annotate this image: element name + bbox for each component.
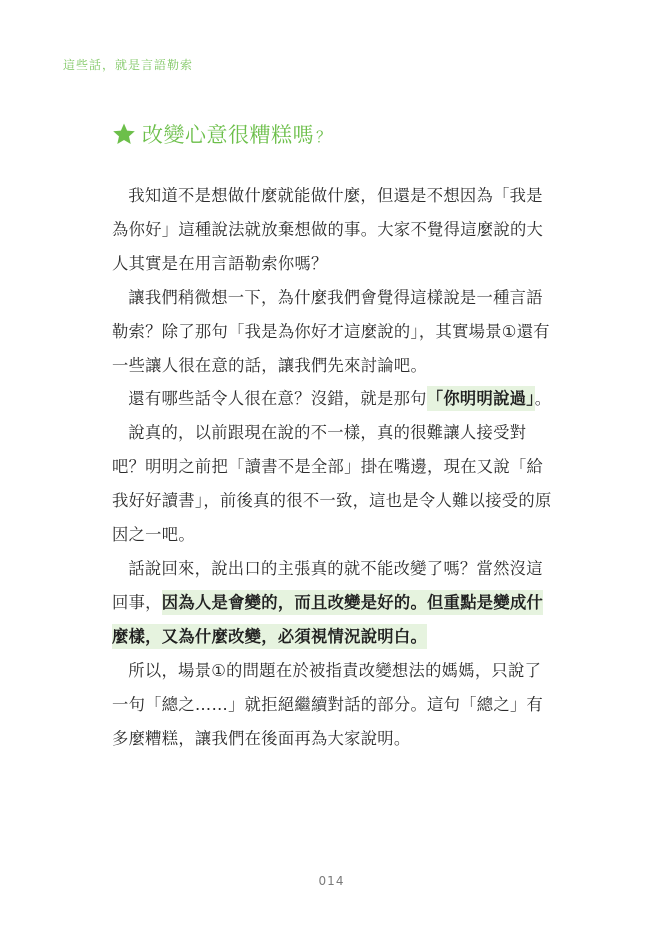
body-text [112, 179, 552, 755]
highlighted-phrase: 「你明明說過」 [427, 386, 535, 411]
running-header: 這些話，就是言語勒索 [63, 58, 194, 72]
paragraph [112, 552, 552, 654]
star-icon [112, 122, 136, 146]
paragraph: 所以，場景①的問題在於被指責改變想法的媽媽，只說了一句「總之……」就拒絕繼續對話的部分。這句「總之」有多麼糟糕，讓我們在後面再為大家說明。 [112, 660, 544, 748]
paragraph [112, 382, 552, 416]
paragraph: 說真的，以前跟現在說的不一樣，真的很難讓人接受對吧？明明之前把「讀書不是全部」掛在嘴邊，現在又說「給我好好讀書」，前後真的很不一致，這也是令人難以接受的原因之一吧。 [112, 423, 552, 545]
section-title-mark: ？ [316, 127, 332, 146]
paragraph [112, 281, 552, 383]
section-title [112, 118, 331, 150]
paragraph: 我知道不是想做什麼就能做什麼，但還是不想因為「我是為你好」這種說法就放棄想做的事。大家不覺得這麼說的大人其實是在用言語勒索你嗎？ [112, 186, 544, 273]
paragraph-text: 話說回來，說出口的主張真的就不能改變了嗎？當然沒這回事， [112, 558, 543, 612]
paragraph-text: 讓我們稍微想一下，為什麼我們會覺得這樣說是一種言語勒索？除了那句「我是為你好才這麼說的」，其實場景①還有一些讓人很在意的話，讓我們先來討論吧。 [112, 287, 550, 375]
highlighted-sentence: 因為人是會變的，而且改變是好的。但重點是變成什麼樣，又為什麼改變，必須視情況說明白。 [112, 590, 543, 649]
paragraph-text: 還有哪些話令人很在意？沒錯，就是那句 [128, 389, 427, 409]
section-title-text: 改變心意很糟糕嗎 [142, 123, 314, 147]
page-number: 014 [318, 874, 345, 888]
paragraph-text: 。 [534, 389, 552, 409]
